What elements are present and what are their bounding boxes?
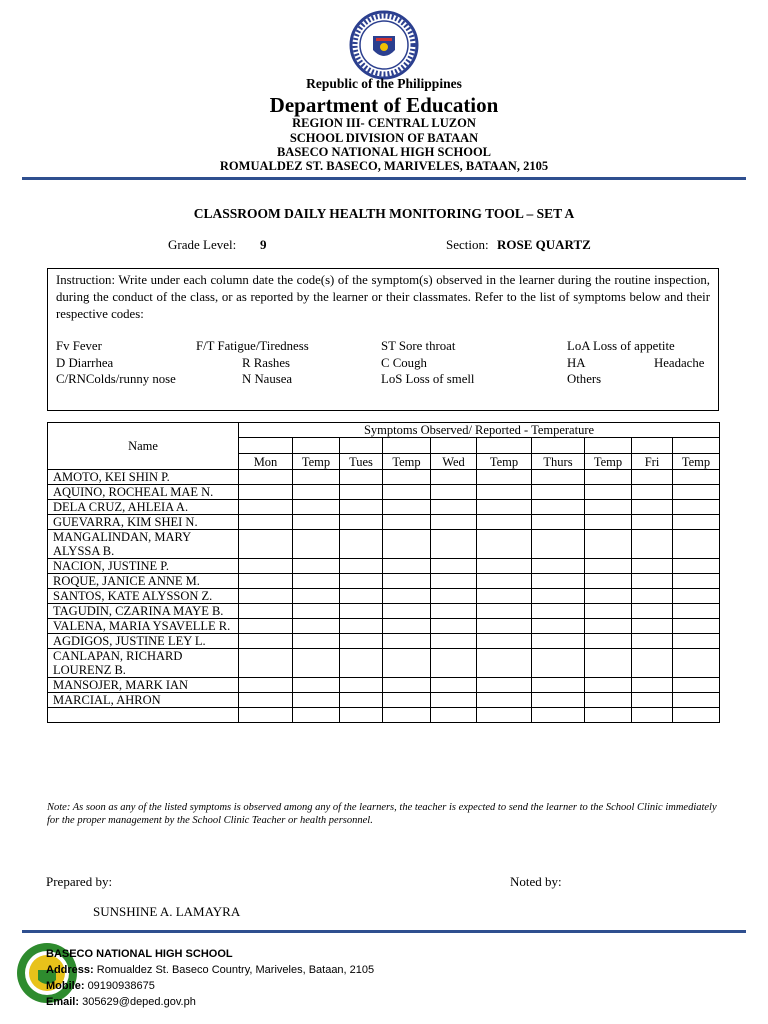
entry-cell[interactable] — [673, 678, 720, 693]
table-row — [48, 530, 720, 559]
entry-cell[interactable] — [477, 485, 532, 500]
entry-cell[interactable] — [239, 500, 293, 515]
entry-cell[interactable] — [673, 619, 720, 634]
instruction-text: Instruction: Write under each column date the code(s) of the symptom(s) observed in the learner during the routine inspection, during the conduct of the class, or as reported by the learner or their classmates. Refer to the list of symptoms below and their respective codes: — [56, 273, 710, 321]
entry-cell[interactable] — [293, 693, 340, 708]
entry-cell[interactable] — [239, 619, 293, 634]
table-row — [48, 634, 720, 649]
entry-cell[interactable] — [340, 634, 383, 649]
student-name: MARCIAL, AHRON — [48, 693, 239, 708]
entry-cell[interactable] — [293, 470, 340, 485]
entry-cell[interactable] — [383, 470, 431, 485]
date-cell[interactable] — [632, 438, 673, 454]
entry-cell[interactable] — [239, 559, 293, 574]
entry-cell[interactable] — [340, 470, 383, 485]
entry-cell[interactable] — [340, 604, 383, 619]
entry-cell[interactable] — [293, 649, 340, 678]
entry-cell[interactable] — [477, 589, 532, 604]
entry-cell[interactable] — [532, 485, 585, 500]
entry-cell[interactable] — [673, 708, 720, 723]
entry-cell[interactable] — [431, 678, 477, 693]
entry-cell[interactable] — [431, 530, 477, 559]
division-line: SCHOOL DIVISION OF BATAAN — [289, 131, 479, 145]
col-header-tues: Tues — [340, 454, 383, 470]
entry-cell[interactable] — [340, 619, 383, 634]
header-divider — [22, 177, 746, 180]
col-header-thurs: Thurs — [532, 454, 585, 470]
code-fatigue: F/T Fatigue/Tiredness — [196, 339, 309, 353]
entry-cell[interactable] — [340, 574, 383, 589]
entry-cell[interactable] — [340, 515, 383, 530]
col-header-temp: Temp — [383, 454, 431, 470]
entry-cell[interactable] — [477, 649, 532, 678]
entry-cell[interactable] — [585, 559, 632, 574]
entry-cell[interactable] — [239, 708, 293, 723]
entry-cell[interactable] — [585, 589, 632, 604]
table-row — [48, 708, 720, 723]
table-row — [48, 500, 720, 515]
code-headache: Headache — [654, 356, 705, 370]
deped-seal-icon — [349, 10, 419, 80]
entry-cell[interactable] — [340, 693, 383, 708]
entry-cell[interactable] — [340, 559, 383, 574]
date-cell[interactable] — [673, 438, 720, 454]
group-header: Symptoms Observed/ Reported - Temperature — [239, 423, 720, 438]
entry-cell[interactable] — [383, 589, 431, 604]
entry-cell[interactable] — [585, 500, 632, 515]
section-value: ROSE QUARTZ — [497, 237, 591, 252]
entry-cell[interactable] — [532, 708, 585, 723]
student-name — [48, 708, 239, 723]
entry-cell[interactable] — [585, 470, 632, 485]
entry-cell[interactable] — [340, 649, 383, 678]
entry-cell[interactable] — [632, 530, 673, 559]
entry-cell[interactable] — [585, 515, 632, 530]
entry-cell[interactable] — [293, 530, 340, 559]
entry-cell[interactable] — [532, 470, 585, 485]
entry-cell[interactable] — [383, 708, 431, 723]
entry-cell[interactable] — [383, 634, 431, 649]
entry-cell[interactable] — [632, 574, 673, 589]
entry-cell[interactable] — [383, 574, 431, 589]
entry-cell[interactable] — [293, 574, 340, 589]
entry-cell[interactable] — [673, 470, 720, 485]
entry-cell[interactable] — [632, 649, 673, 678]
entry-cell[interactable] — [585, 485, 632, 500]
student-name: ROQUE, JANICE ANNE M. — [48, 574, 239, 589]
code-others: Others — [567, 372, 602, 386]
entry-cell[interactable] — [532, 604, 585, 619]
entry-cell[interactable] — [293, 708, 340, 723]
date-cell[interactable] — [431, 438, 477, 454]
entry-cell[interactable] — [293, 678, 340, 693]
table-row — [48, 693, 720, 708]
code-colds: C/RNColds/runny nose — [56, 372, 176, 386]
entry-cell[interactable] — [477, 559, 532, 574]
entry-cell[interactable] — [632, 500, 673, 515]
entry-cell[interactable] — [477, 515, 532, 530]
entry-cell[interactable] — [431, 619, 477, 634]
student-name: SANTOS, KATE ALYSSON Z. — [48, 589, 239, 604]
entry-cell[interactable] — [239, 678, 293, 693]
entry-cell[interactable] — [239, 604, 293, 619]
preparer-name: SUNSHINE A. LAMAYRA — [93, 904, 241, 919]
table-row — [48, 515, 720, 530]
entry-cell[interactable] — [383, 604, 431, 619]
entry-cell[interactable] — [477, 470, 532, 485]
entry-cell[interactable] — [431, 708, 477, 723]
entry-cell[interactable] — [673, 574, 720, 589]
entry-cell[interactable] — [239, 530, 293, 559]
entry-cell[interactable] — [293, 559, 340, 574]
entry-cell[interactable] — [585, 693, 632, 708]
entry-cell[interactable] — [340, 678, 383, 693]
entry-cell[interactable] — [632, 678, 673, 693]
entry-cell[interactable] — [239, 515, 293, 530]
date-cell[interactable] — [293, 438, 340, 454]
entry-cell[interactable] — [431, 604, 477, 619]
health-monitoring-table — [47, 422, 720, 723]
entry-cell[interactable] — [585, 604, 632, 619]
code-diarrhea: D Diarrhea — [56, 356, 114, 370]
table-row — [48, 649, 720, 678]
entry-cell[interactable] — [632, 708, 673, 723]
entry-cell[interactable] — [431, 574, 477, 589]
code-fever: Fv Fever — [56, 339, 102, 353]
footer-email-label: Email: — [46, 996, 80, 1008]
entry-cell[interactable] — [340, 530, 383, 559]
col-header-temp: Temp — [293, 454, 340, 470]
code-nausea: N Nausea — [242, 372, 293, 386]
entry-cell[interactable] — [340, 589, 383, 604]
entry-cell[interactable] — [477, 619, 532, 634]
note-text: Note: As soon as any of the listed symptoms is observed among any of the learners, the teacher is expected to send the learner to the School Clinic immediately for the proper management by the School Clinic Teacher or health personnel. — [47, 802, 717, 826]
grade-level-value: 9 — [260, 237, 267, 252]
footer-mobile: 09190938675 — [87, 980, 155, 992]
code-loss-smell: LoS Loss of smell — [381, 372, 475, 386]
entry-cell[interactable] — [532, 559, 585, 574]
code-ha: HA — [567, 356, 586, 370]
entry-cell[interactable] — [239, 485, 293, 500]
entry-cell[interactable] — [477, 678, 532, 693]
noted-by-label: Noted by: — [510, 874, 562, 889]
entry-cell[interactable] — [632, 619, 673, 634]
table-row — [48, 485, 720, 500]
entry-cell[interactable] — [431, 634, 477, 649]
entry-cell[interactable] — [239, 470, 293, 485]
footer-email: 305629@deped.gov.ph — [82, 996, 196, 1008]
date-cell[interactable] — [585, 438, 632, 454]
entry-cell[interactable] — [532, 574, 585, 589]
student-name: AGDIGOS, JUSTINE LEY L. — [48, 634, 239, 649]
entry-cell[interactable] — [383, 530, 431, 559]
table-row — [48, 604, 720, 619]
entry-cell[interactable] — [431, 559, 477, 574]
prepared-by-label: Prepared by: — [46, 874, 113, 889]
student-name: CANLAPAN, RICHARD LOURENZ B. — [48, 649, 239, 678]
entry-cell[interactable] — [383, 693, 431, 708]
col-header-temp: Temp — [673, 454, 720, 470]
entry-cell[interactable] — [431, 589, 477, 604]
entry-cell[interactable] — [532, 515, 585, 530]
entry-cell[interactable] — [477, 500, 532, 515]
entry-cell[interactable] — [383, 619, 431, 634]
entry-cell[interactable] — [673, 515, 720, 530]
student-name: VALENA, MARIA YSAVELLE R. — [48, 619, 239, 634]
entry-cell[interactable] — [477, 574, 532, 589]
department-title: Department of Education — [269, 93, 499, 117]
col-header-mon: Mon — [239, 454, 293, 470]
address-line: ROMUALDEZ ST. BASECO, MARIVELES, BATAAN, 2105 — [219, 159, 549, 173]
entry-cell[interactable] — [477, 693, 532, 708]
entry-cell[interactable] — [239, 634, 293, 649]
entry-cell[interactable] — [340, 708, 383, 723]
entry-cell[interactable] — [431, 485, 477, 500]
entry-cell[interactable] — [431, 470, 477, 485]
entry-cell[interactable] — [383, 485, 431, 500]
entry-cell[interactable] — [585, 649, 632, 678]
entry-cell[interactable] — [585, 678, 632, 693]
entry-cell[interactable] — [585, 619, 632, 634]
school-line: BASECO NATIONAL HIGH SCHOOL — [276, 145, 492, 159]
entry-cell[interactable] — [585, 708, 632, 723]
entry-cell[interactable] — [383, 500, 431, 515]
entry-cell[interactable] — [673, 500, 720, 515]
entry-cell[interactable] — [673, 604, 720, 619]
entry-cell[interactable] — [673, 485, 720, 500]
entry-cell[interactable] — [532, 500, 585, 515]
entry-cell[interactable] — [532, 693, 585, 708]
entry-cell[interactable] — [532, 619, 585, 634]
entry-cell[interactable] — [673, 634, 720, 649]
entry-cell[interactable] — [340, 500, 383, 515]
entry-cell[interactable] — [585, 634, 632, 649]
entry-cell[interactable] — [431, 500, 477, 515]
entry-cell[interactable] — [673, 530, 720, 559]
entry-cell[interactable] — [431, 515, 477, 530]
date-cell[interactable] — [477, 438, 532, 454]
entry-cell[interactable] — [239, 589, 293, 604]
entry-cell[interactable] — [532, 530, 585, 559]
footer-contact — [46, 946, 374, 1010]
table-row — [48, 559, 720, 574]
entry-cell[interactable] — [239, 693, 293, 708]
entry-cell[interactable] — [383, 515, 431, 530]
code-rashes: R Rashes — [242, 356, 290, 370]
entry-cell[interactable] — [632, 559, 673, 574]
student-name: AQUINO, ROCHEAL MAE N. — [48, 485, 239, 500]
entry-cell[interactable] — [532, 589, 585, 604]
entry-cell[interactable] — [632, 515, 673, 530]
entry-cell[interactable] — [632, 589, 673, 604]
entry-cell[interactable] — [293, 619, 340, 634]
entry-cell[interactable] — [673, 693, 720, 708]
section-label: Section: — [446, 237, 489, 252]
footer-address-label: Address: — [46, 964, 94, 976]
entry-cell[interactable] — [585, 530, 632, 559]
entry-cell[interactable] — [673, 649, 720, 678]
student-name: GUEVARRA, KIM SHEI N. — [48, 515, 239, 530]
entry-cell[interactable] — [632, 693, 673, 708]
name-header: Name — [48, 423, 239, 470]
code-loss-appetite: LoA Loss of appetite — [567, 339, 675, 353]
entry-cell[interactable] — [632, 634, 673, 649]
region-line: REGION III- CENTRAL LUZON — [292, 116, 476, 130]
entry-cell[interactable] — [383, 649, 431, 678]
entry-cell[interactable] — [477, 604, 532, 619]
entry-cell[interactable] — [293, 604, 340, 619]
entry-cell[interactable] — [293, 515, 340, 530]
footer-mobile-label: Mobile: — [46, 980, 85, 992]
footer-divider — [22, 930, 746, 933]
grade-level-label: Grade Level: — [168, 237, 237, 252]
col-header-fri: Fri — [632, 454, 673, 470]
student-name: TAGUDIN, CZARINA MAYE B. — [48, 604, 239, 619]
col-header-temp: Temp — [585, 454, 632, 470]
col-header-wed: Wed — [431, 454, 477, 470]
entry-cell[interactable] — [585, 574, 632, 589]
entry-cell[interactable] — [477, 530, 532, 559]
entry-cell[interactable] — [431, 649, 477, 678]
entry-cell[interactable] — [632, 604, 673, 619]
entry-cell[interactable] — [293, 589, 340, 604]
entry-cell[interactable] — [383, 678, 431, 693]
table-row — [48, 470, 720, 485]
entry-cell[interactable] — [532, 678, 585, 693]
form-title: CLASSROOM DAILY HEALTH MONITORING TOOL – SET A — [193, 206, 575, 221]
entry-cell[interactable] — [340, 485, 383, 500]
date-cell[interactable] — [239, 438, 293, 454]
entry-cell[interactable] — [239, 574, 293, 589]
republic-line: Republic of the Philippines — [306, 76, 462, 91]
entry-cell[interactable] — [673, 589, 720, 604]
date-cell[interactable] — [340, 438, 383, 454]
entry-cell[interactable] — [477, 634, 532, 649]
col-header-temp: Temp — [477, 454, 532, 470]
student-name: NACION, JUSTINE P. — [48, 559, 239, 574]
entry-cell[interactable] — [239, 649, 293, 678]
date-cell[interactable] — [532, 438, 585, 454]
entry-cell[interactable] — [477, 708, 532, 723]
entry-cell[interactable] — [632, 470, 673, 485]
table-row — [48, 619, 720, 634]
entry-cell[interactable] — [632, 485, 673, 500]
footer-school: BASECO NATIONAL HIGH SCHOOL — [46, 948, 233, 960]
table-row — [48, 678, 720, 693]
table-row — [48, 589, 720, 604]
entry-cell[interactable] — [383, 559, 431, 574]
student-name: MANSOJER, MARK IAN — [48, 678, 239, 693]
footer-address: Romualdez St. Baseco Country, Mariveles, Bataan, 2105 — [96, 964, 375, 976]
entry-cell[interactable] — [293, 500, 340, 515]
entry-cell[interactable] — [293, 485, 340, 500]
table-row — [48, 574, 720, 589]
code-sore-throat: ST Sore throat — [381, 339, 456, 353]
entry-cell[interactable] — [532, 634, 585, 649]
date-cell[interactable] — [383, 438, 431, 454]
entry-cell[interactable] — [673, 559, 720, 574]
student-name: AMOTO, KEI SHIN P. — [48, 470, 239, 485]
entry-cell[interactable] — [431, 693, 477, 708]
entry-cell[interactable] — [532, 649, 585, 678]
code-cough: C Cough — [381, 356, 427, 370]
student-name: DELA CRUZ, AHLEIA A. — [48, 500, 239, 515]
student-name: MANGALINDAN, MARY ALYSSA B. — [48, 530, 239, 559]
entry-cell[interactable] — [293, 634, 340, 649]
